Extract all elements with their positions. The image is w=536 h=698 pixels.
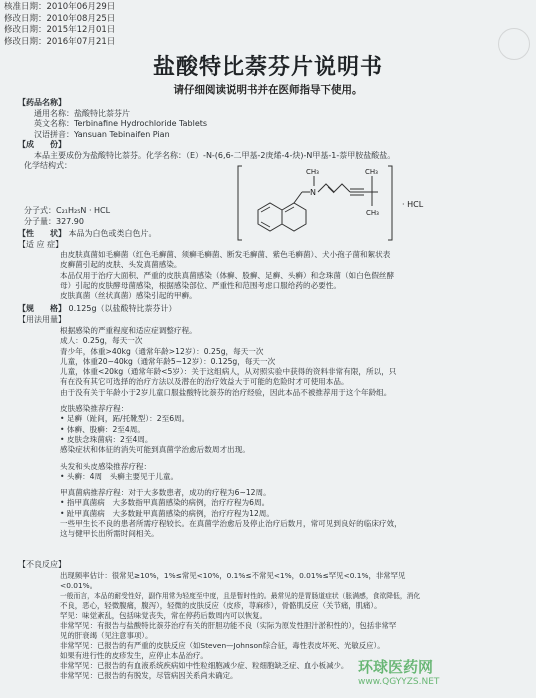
dosage-line: • 足癣（趾间，跖/托靴型）：2至6周。 xyxy=(60,414,190,424)
structure-caption: 化学结构式： xyxy=(24,161,72,170)
adverse-line: 出现频率估计：很常见≥10%，1%≤常见<10%，0.1%≤不常见<1%，0.01%≤罕见<0.1%，非常罕见 xyxy=(60,571,406,580)
indication-line: 皮癣菌引起的皮肤、头发真菌感染。 xyxy=(60,260,182,270)
dosage-line: 根据感染的严重程度和适应症调整疗程。 xyxy=(60,326,197,335)
dosage-line: 儿童，体重<20kg（通常年龄<5岁）：关于这组病人，从对照实验中获得的资料非常有限，所以，只 xyxy=(60,367,397,377)
bracket-right xyxy=(388,166,392,240)
nitrogen-label: N xyxy=(310,188,316,197)
watermark-url: www.QGYYZS.NET xyxy=(358,677,440,687)
adverse-line: 非常罕见：已报告的有严重的皮肤反应（如Steven—Johnson综合征，毒性表皮坏死、光敏反应）。 xyxy=(60,641,385,650)
dosage-line: • 趾甲真菌病 大多数趾甲真菌感染的病例，治疗疗程为12周。 xyxy=(60,508,274,518)
specification-text: 0.125g（以盐酸特比萘芬计） xyxy=(68,304,177,313)
indication-line: 由皮肤真菌如毛癣菌（红色毛癣菌、须癣毛癣菌、断发毛癣菌、紫色毛癣菌）、犬小孢子菌和絮状表 xyxy=(60,250,391,259)
section-label: 【药品名称】 xyxy=(18,98,66,107)
methyl-label: CH₃ xyxy=(366,209,379,217)
appearance-section xyxy=(18,229,157,240)
indication-line: 母）引起的皮肤酵母菌感染，根据感染部位、严重性和范围考虑口服给药的必要性。 xyxy=(60,280,341,290)
dosage-line: 头发和头皮感染推荐疗程： xyxy=(60,461,152,471)
indication-line: 本品仅用于治疗大面积、严重的皮肤真菌感染（体癣、股癣、足癣、头癣）和念珠菌（如白色假丝酵 xyxy=(60,270,395,280)
page-title: 盐酸特比萘芬片说明书 xyxy=(152,55,383,80)
molecular-weight: 分子量：327.90 xyxy=(24,216,84,226)
indication-line: 皮肤真菌（丝状真菌）感染引起的甲癣。 xyxy=(60,291,197,301)
bracket-left xyxy=(238,166,242,240)
adverse-line: 非常罕见：已报告的有脱发，尽管病因关系尚未确定。 xyxy=(60,671,238,680)
dosage-line: 感染症状和体征的消失可能到真菌学治愈后数周才出现。 xyxy=(60,445,250,455)
dosage-line: 一些甲生长不良的患者所需疗程较长。在真菌学治愈后及停止治疗后数月，常可见到良好的临床疗效， xyxy=(60,519,402,529)
chemical-structure xyxy=(236,162,486,248)
molecular-formula: 分子式：C₂₁H₂₅N · HCL xyxy=(24,206,111,215)
adverse-line: 不良，恶心，轻微腹痛，腹泻），轻微的皮肤反应（皮疹，荨麻疹），骨骼肌反应（关节痛，肌痛）。 xyxy=(60,601,382,610)
section-label: 【性 状】 xyxy=(18,229,66,238)
adverse-line: 非常罕见：已报告的有血液系统疾病如中性粒细胞减少症、粒细胞缺乏症、血小板减少。 xyxy=(60,661,349,670)
dosage-line: 皮肤感染推荐疗程： xyxy=(60,404,129,414)
adverse-line: 如果有进行性的皮疹发生，应停止本品治疗。 xyxy=(60,651,208,660)
adverse-line: 非常罕见：有报告与盐酸特比萘芬治疗有关的肝胆功能不良（实际为原发性胆汁淤积性的），包括非常罕 xyxy=(60,621,397,630)
section-label: 【规 格】 xyxy=(18,304,66,313)
dosage-line: 由于没有关于年龄小于2岁儿童口服盐酸特比萘芬的治疗经验，因此本品不被推荐用于这个年龄组。 xyxy=(60,387,392,397)
dosage-line: 这与健甲长出所需时间相关。 xyxy=(60,529,159,539)
hcl-label: · HCL xyxy=(402,200,424,209)
drug-name-section xyxy=(18,98,207,140)
dosage-line: 甲真菌病推荐疗程：对于大多数患者，成功的疗程为6~12周。 xyxy=(60,488,271,498)
dosage-line: • 体癣、股癣：2至4周。 xyxy=(60,424,145,434)
revision-date: 修改日期：2010年08月25日 xyxy=(4,13,116,24)
dosage-line: • 皮肤念珠菌病：2至4周。 xyxy=(60,434,153,444)
page-subtitle: 请仔细阅读说明书并在医师指导下使用。 xyxy=(173,84,363,96)
methyl-label: CH₃ xyxy=(306,168,319,176)
formula-block xyxy=(24,206,110,227)
methyl-label: CH₃ xyxy=(365,168,378,176)
dosage-line: 成人：0.25g，每天一次 xyxy=(60,336,143,346)
dosage-text xyxy=(60,326,402,540)
revision-date: 修改日期：2016年07月21日 xyxy=(4,36,116,47)
adverse-line: <0.01%。 xyxy=(60,581,98,590)
composition-text: 本品主要成份为盐酸特比萘芬。化学名称：（E）-N-(6,6-二甲基-2庚烯-4-炔)-N甲基-1-萘甲胺盐酸盐。 xyxy=(34,150,396,160)
adverse-line: 见的肝衰竭（见注意事项）。 xyxy=(60,631,153,640)
dosage-line: 有在没有其它可选择的治疗方法以及潜在的治疗效益大于可能的危险时才可使用本品。 xyxy=(60,377,349,387)
generic-name: 通用名称：盐酸特比萘芬片 xyxy=(34,108,130,118)
indications-text xyxy=(60,250,394,301)
dosage-line: 青少年，体重>40kg（通常年龄>12岁）：0.25g，每天一次 xyxy=(60,346,264,356)
dosage-line: • 头癣：4周 头癣主要见于儿童。 xyxy=(60,471,179,481)
dosage-line: • 指甲真菌病 大多数指甲真菌感染的病例，治疗疗程为6周。 xyxy=(60,498,270,508)
approval-date: 核准日期：2010年06月29日 xyxy=(4,2,116,12)
adverse-line: 罕见：味觉紊乱，包括味觉丧失，常在停药后数周内可以恢复。 xyxy=(60,611,267,620)
revision-date: 修改日期：2015年12月01日 xyxy=(4,25,116,35)
watermark-brand: 环球医药网 xyxy=(358,658,434,676)
pinyin-name: 汉语拼音：Yansuan Tebinaifen Pian xyxy=(34,129,170,139)
dosage-line: 儿童，体重20~40kg（通常年龄5~12岁）：0.125g，每天一次 xyxy=(60,356,276,366)
section-label: 【成 份】 xyxy=(18,140,66,149)
indications-label: 【适 应 症】 xyxy=(18,240,64,249)
structure-diagram xyxy=(236,162,486,244)
dosage-label: 【用法用量】 xyxy=(18,315,66,324)
adverse-label: 【不良反应】 xyxy=(18,560,66,569)
revision-dates xyxy=(4,2,115,48)
english-name: 英文名称：Terbinafine Hydrochloride Tablets xyxy=(34,119,208,128)
specification-section xyxy=(18,304,177,315)
adverse-line: 一般而言，本品的耐受性好，副作用常为轻度至中度，且是暂时性的。最常见的是胃肠道症状（胀满感，食欲降低，消化 xyxy=(60,592,421,600)
site-watermark xyxy=(358,656,528,692)
appearance-text: 本品为白色或类白色片。 xyxy=(68,229,157,238)
